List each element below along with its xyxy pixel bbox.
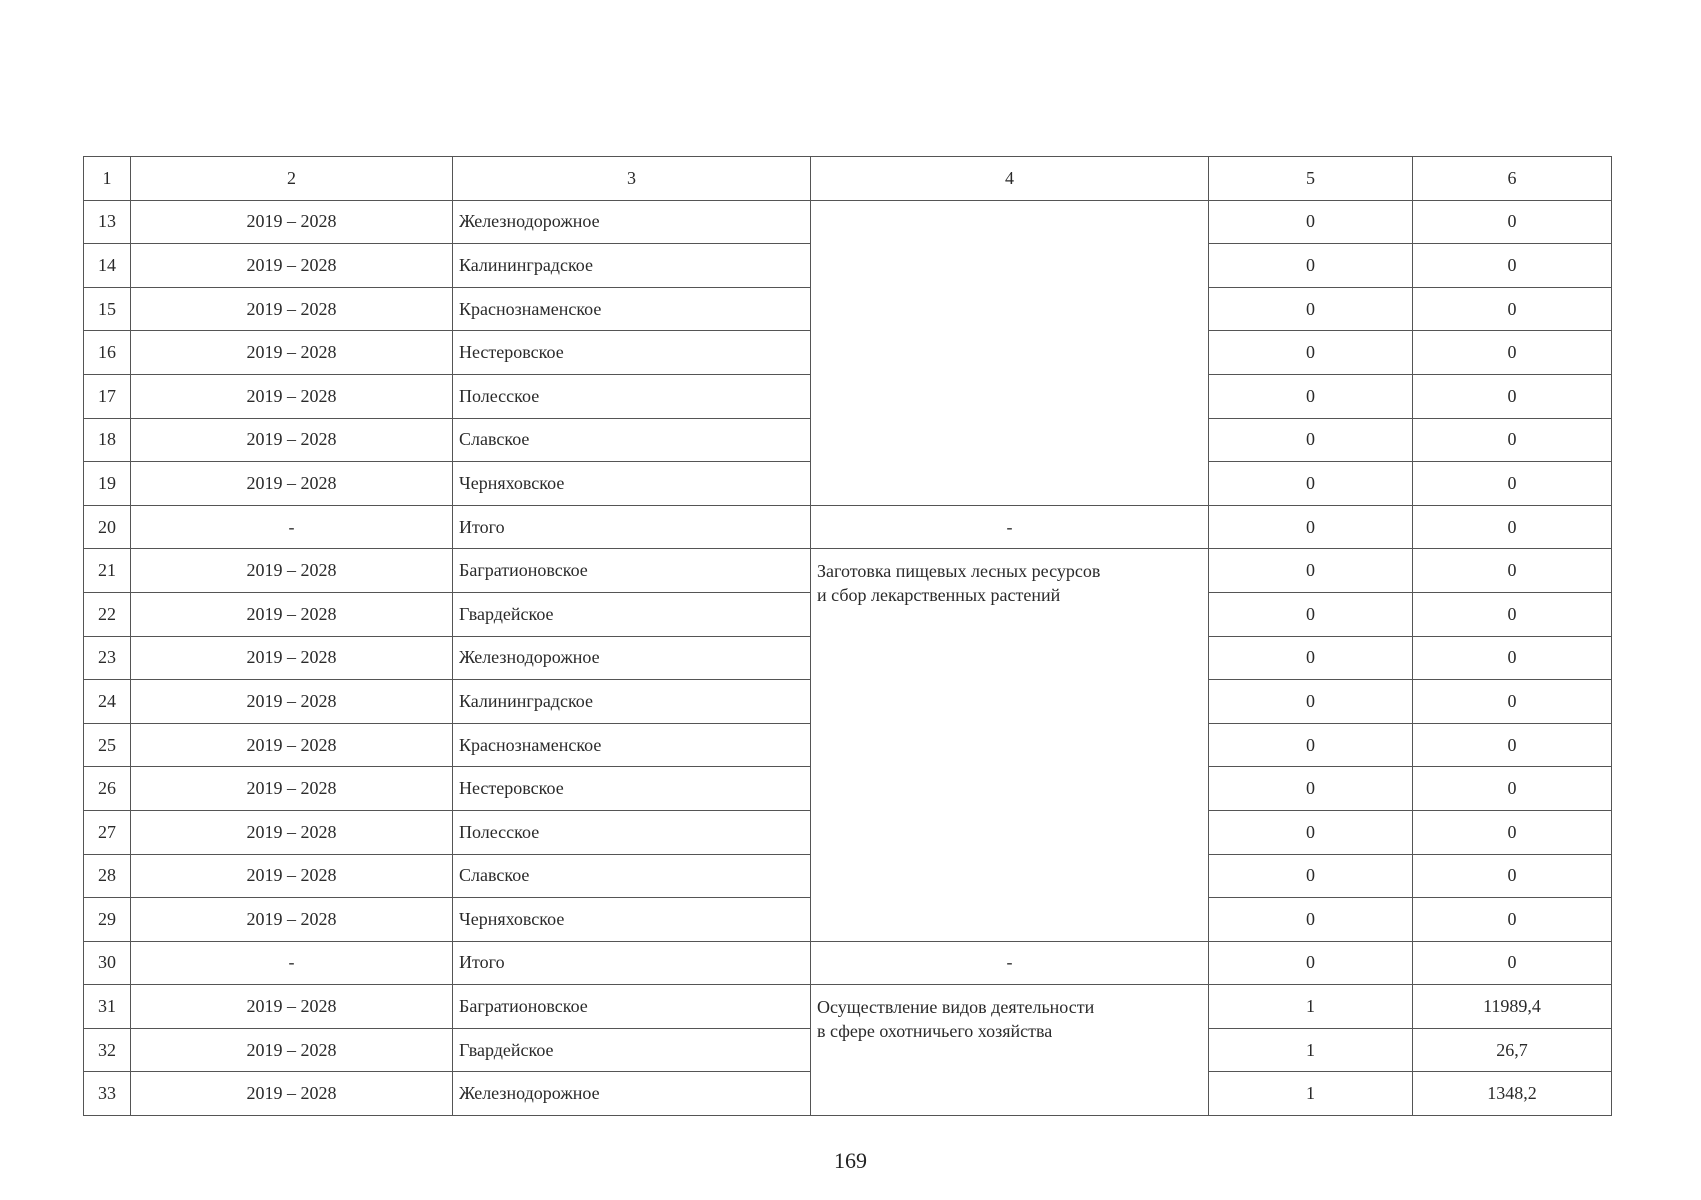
period-cell: 2019 – 2028 xyxy=(131,418,453,462)
col6-cell: 0 xyxy=(1413,462,1612,506)
period-cell: 2019 – 2028 xyxy=(131,810,453,854)
activity-line-2: и сбор лекарственных растений xyxy=(817,585,1061,606)
district-cell: Черняховское xyxy=(453,898,811,942)
row-number: 29 xyxy=(84,898,131,942)
col5-cell: 0 xyxy=(1209,200,1413,244)
row-number: 32 xyxy=(84,1028,131,1072)
col6-cell: 0 xyxy=(1413,723,1612,767)
district-cell: Нестеровское xyxy=(453,767,811,811)
col6-cell: 0 xyxy=(1413,374,1612,418)
col5-cell: 0 xyxy=(1209,287,1413,331)
header-cell-2: 2 xyxy=(131,157,453,201)
district-cell: Калининградское xyxy=(453,244,811,288)
activity-cell-hunting xyxy=(811,985,1209,1116)
col5-cell: 0 xyxy=(1209,549,1413,593)
header-cell-1: 1 xyxy=(84,157,131,201)
col6-cell: 0 xyxy=(1413,810,1612,854)
col6-cell: 0 xyxy=(1413,549,1612,593)
row-number: 23 xyxy=(84,636,131,680)
period-cell: 2019 – 2028 xyxy=(131,985,453,1029)
col5-cell: 0 xyxy=(1209,374,1413,418)
district-cell: Гвардейское xyxy=(453,1028,811,1072)
col6-cell: 0 xyxy=(1413,680,1612,724)
col5-cell: 0 xyxy=(1209,723,1413,767)
district-cell: Калининградское xyxy=(453,680,811,724)
row-number: 26 xyxy=(84,767,131,811)
period-cell: - xyxy=(131,505,453,549)
col5-cell: 1 xyxy=(1209,1028,1413,1072)
period-cell: 2019 – 2028 xyxy=(131,636,453,680)
col5-cell: 0 xyxy=(1209,854,1413,898)
page-number: 169 xyxy=(834,1148,867,1173)
col6-cell: 0 xyxy=(1413,941,1612,985)
activity-dash-cell: - xyxy=(811,505,1209,549)
col5-cell: 1 xyxy=(1209,1072,1413,1116)
district-cell: Краснознаменское xyxy=(453,287,811,331)
row-number: 33 xyxy=(84,1072,131,1116)
col5-cell: 0 xyxy=(1209,680,1413,724)
district-cell: Славское xyxy=(453,418,811,462)
col6-cell: 0 xyxy=(1413,592,1612,636)
header-cell-4: 4 xyxy=(811,157,1209,201)
period-cell: 2019 – 2028 xyxy=(131,374,453,418)
col5-cell: 1 xyxy=(1209,985,1413,1029)
period-cell: 2019 – 2028 xyxy=(131,680,453,724)
col5-cell: 0 xyxy=(1209,767,1413,811)
district-cell: Багратионовское xyxy=(453,985,811,1029)
col6-cell: 1348,2 xyxy=(1413,1072,1612,1116)
district-cell: Полесское xyxy=(453,810,811,854)
total-row xyxy=(84,941,1612,985)
row-number: 27 xyxy=(84,810,131,854)
col6-cell: 0 xyxy=(1413,854,1612,898)
activity-dash-cell: - xyxy=(811,941,1209,985)
col5-cell: 0 xyxy=(1209,592,1413,636)
district-cell: Черняховское xyxy=(453,462,811,506)
district-cell: Железнодорожное xyxy=(453,636,811,680)
header-cell-6: 6 xyxy=(1413,157,1612,201)
district-cell: Славское xyxy=(453,854,811,898)
row-number: 25 xyxy=(84,723,131,767)
col6-cell: 0 xyxy=(1413,287,1612,331)
row-number: 30 xyxy=(84,941,131,985)
activity-cell-empty xyxy=(811,200,1209,505)
header-cell-3: 3 xyxy=(453,157,811,201)
activity-line-2: в сфере охотничьего хозяйства xyxy=(817,1021,1053,1042)
col5-cell: 0 xyxy=(1209,505,1413,549)
col6-cell: 0 xyxy=(1413,244,1612,288)
district-cell: Итого xyxy=(453,941,811,985)
period-cell: 2019 – 2028 xyxy=(131,1028,453,1072)
col5-cell: 0 xyxy=(1209,244,1413,288)
row-number: 15 xyxy=(84,287,131,331)
col6-cell: 0 xyxy=(1413,418,1612,462)
activity-line-1: Заготовка пищевых лесных ресурсов xyxy=(817,561,1101,582)
activity-cell-forest-resources xyxy=(811,549,1209,941)
col5-cell: 0 xyxy=(1209,418,1413,462)
col5-cell: 0 xyxy=(1209,941,1413,985)
total-row xyxy=(84,505,1612,549)
row-number: 22 xyxy=(84,592,131,636)
col6-cell: 0 xyxy=(1413,200,1612,244)
district-cell: Полесское xyxy=(453,374,811,418)
col5-cell: 0 xyxy=(1209,462,1413,506)
col5-cell: 0 xyxy=(1209,898,1413,942)
header-cell-5: 5 xyxy=(1209,157,1413,201)
period-cell: 2019 – 2028 xyxy=(131,898,453,942)
period-cell: 2019 – 2028 xyxy=(131,1072,453,1116)
col6-cell: 0 xyxy=(1413,636,1612,680)
row-number: 20 xyxy=(84,505,131,549)
col6-cell: 0 xyxy=(1413,767,1612,811)
period-cell: 2019 – 2028 xyxy=(131,287,453,331)
col6-cell: 0 xyxy=(1413,331,1612,375)
col6-cell: 0 xyxy=(1413,505,1612,549)
col5-cell: 0 xyxy=(1209,331,1413,375)
activity-line-1: Осуществление видов деятельности xyxy=(817,997,1095,1018)
row-number: 31 xyxy=(84,985,131,1029)
district-cell: Багратионовское xyxy=(453,549,811,593)
district-cell: Нестеровское xyxy=(453,331,811,375)
row-number: 14 xyxy=(84,244,131,288)
period-cell: 2019 – 2028 xyxy=(131,244,453,288)
period-cell: 2019 – 2028 xyxy=(131,767,453,811)
data-table xyxy=(83,156,1612,1116)
row-number: 17 xyxy=(84,374,131,418)
table-row xyxy=(84,200,1612,244)
district-cell: Итого xyxy=(453,505,811,549)
row-number: 19 xyxy=(84,462,131,506)
table-row xyxy=(84,985,1612,1029)
period-cell: 2019 – 2028 xyxy=(131,549,453,593)
district-cell: Гвардейское xyxy=(453,592,811,636)
row-number: 16 xyxy=(84,331,131,375)
row-number: 28 xyxy=(84,854,131,898)
row-number: 13 xyxy=(84,200,131,244)
period-cell: 2019 – 2028 xyxy=(131,331,453,375)
period-cell: 2019 – 2028 xyxy=(131,462,453,506)
col6-cell: 11989,4 xyxy=(1413,985,1612,1029)
period-cell: 2019 – 2028 xyxy=(131,200,453,244)
row-number: 18 xyxy=(84,418,131,462)
header-row xyxy=(84,157,1612,201)
district-cell: Краснознаменское xyxy=(453,723,811,767)
period-cell: 2019 – 2028 xyxy=(131,592,453,636)
period-cell: 2019 – 2028 xyxy=(131,723,453,767)
col6-cell: 0 xyxy=(1413,898,1612,942)
col5-cell: 0 xyxy=(1209,636,1413,680)
district-cell: Железнодорожное xyxy=(453,1072,811,1116)
row-number: 24 xyxy=(84,680,131,724)
district-cell: Железнодорожное xyxy=(453,200,811,244)
period-cell: 2019 – 2028 xyxy=(131,854,453,898)
col5-cell: 0 xyxy=(1209,810,1413,854)
table-row xyxy=(84,549,1612,593)
row-number: 21 xyxy=(84,549,131,593)
period-cell: - xyxy=(131,941,453,985)
col6-cell: 26,7 xyxy=(1413,1028,1612,1072)
